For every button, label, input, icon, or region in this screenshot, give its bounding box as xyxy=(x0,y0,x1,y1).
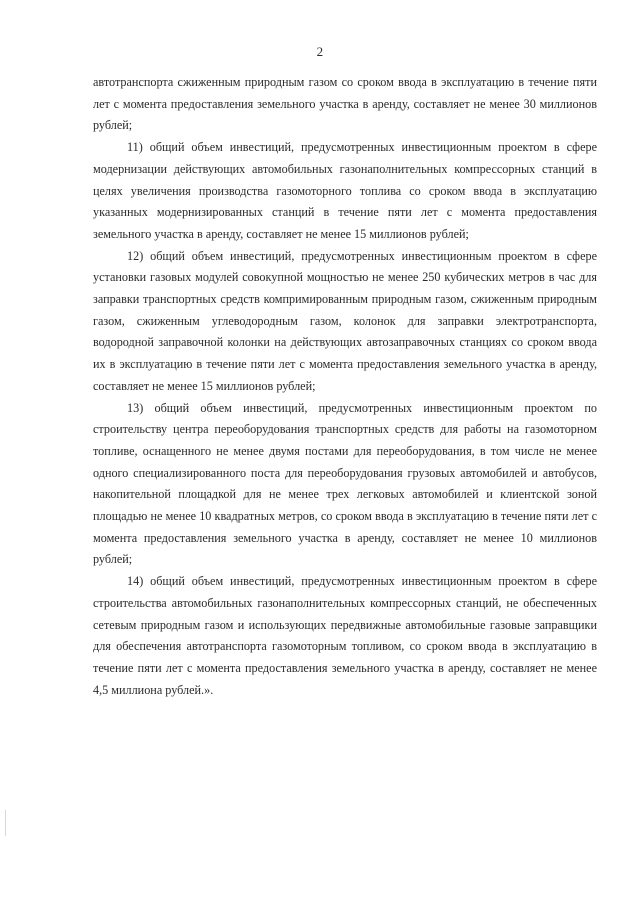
page-number: 2 xyxy=(316,44,324,59)
paragraph-item-11: 11) общий объем инвестиций, предусмотренных инвестиционным проектом в сфере модернизации действующих автомобильных газонаполнительных компрессорных станций в целях увеличения производства газомоторного топлива со сроком ввода в эксплуатацию указанных модернизированных станций в течение пяти лет с момента предоставления земельного участка в аренду, составляет не менее 15 миллионов рублей; xyxy=(93,140,597,241)
paragraph-item-14: 14) общий объем инвестиций, предусмотренных инвестиционным проектом в сфере строительства автомобильных газонаполнительных компрессорных станций, не обеспеченных сетевым природным газом и использующих передвижные автомобильные газовые заправщики для обеспечения автотранспорта газомоторным топливом, со сроком ввода в эксплуатацию в течение пяти лет с момента предоставления земельного участка в аренду, составляет не менее 4,5 миллиона рублей.». xyxy=(93,574,597,697)
paragraph-item-12: 12) общий объем инвестиций, предусмотренных инвестиционным проектом в сфере установки газовых модулей совокупной мощностью не менее 250 кубических метров в час для заправки транспортных средств компримированным природным газом, сжиженным природным газом, сжиженным углеводородным газом, колонок для заправки электротранспорта, водородной заправочной колонки на действующих автозаправочных станциях со сроком ввода их в эксплуатацию в течение пяти лет с момента предоставления земельного участка в аренду, составляет не менее 15 миллионов рублей; xyxy=(93,248,597,393)
paragraph-item-13: 13) общий объем инвестиций, предусмотренных инвестиционным проектом по строительству центра переоборудования транспортных средств для работы на газомоторном топливе, оснащенного не менее двумя постами для переоборудования, в том числе не менее одного специализированного поста для переоборудования грузовых автомобилей и автобусов, накопительной площадкой для не менее трех легковых автомобилей и клиентской зоной площадью не менее 10 квадратных метров, со сроком ввода в эксплуатацию в течение пяти лет с момента предоставления земельного участка в аренду, составляет не менее 10 миллионов рублей; xyxy=(93,400,597,567)
paragraph-continuation: автотранспорта сжиженным природным газом со сроком ввода в эксплуатацию в течение пяти лет с момента предоставления земельного участка в аренду, составляет не менее 30 миллионов рублей; xyxy=(93,75,597,133)
document-body xyxy=(93,72,597,701)
scan-artifact-line xyxy=(5,810,6,836)
